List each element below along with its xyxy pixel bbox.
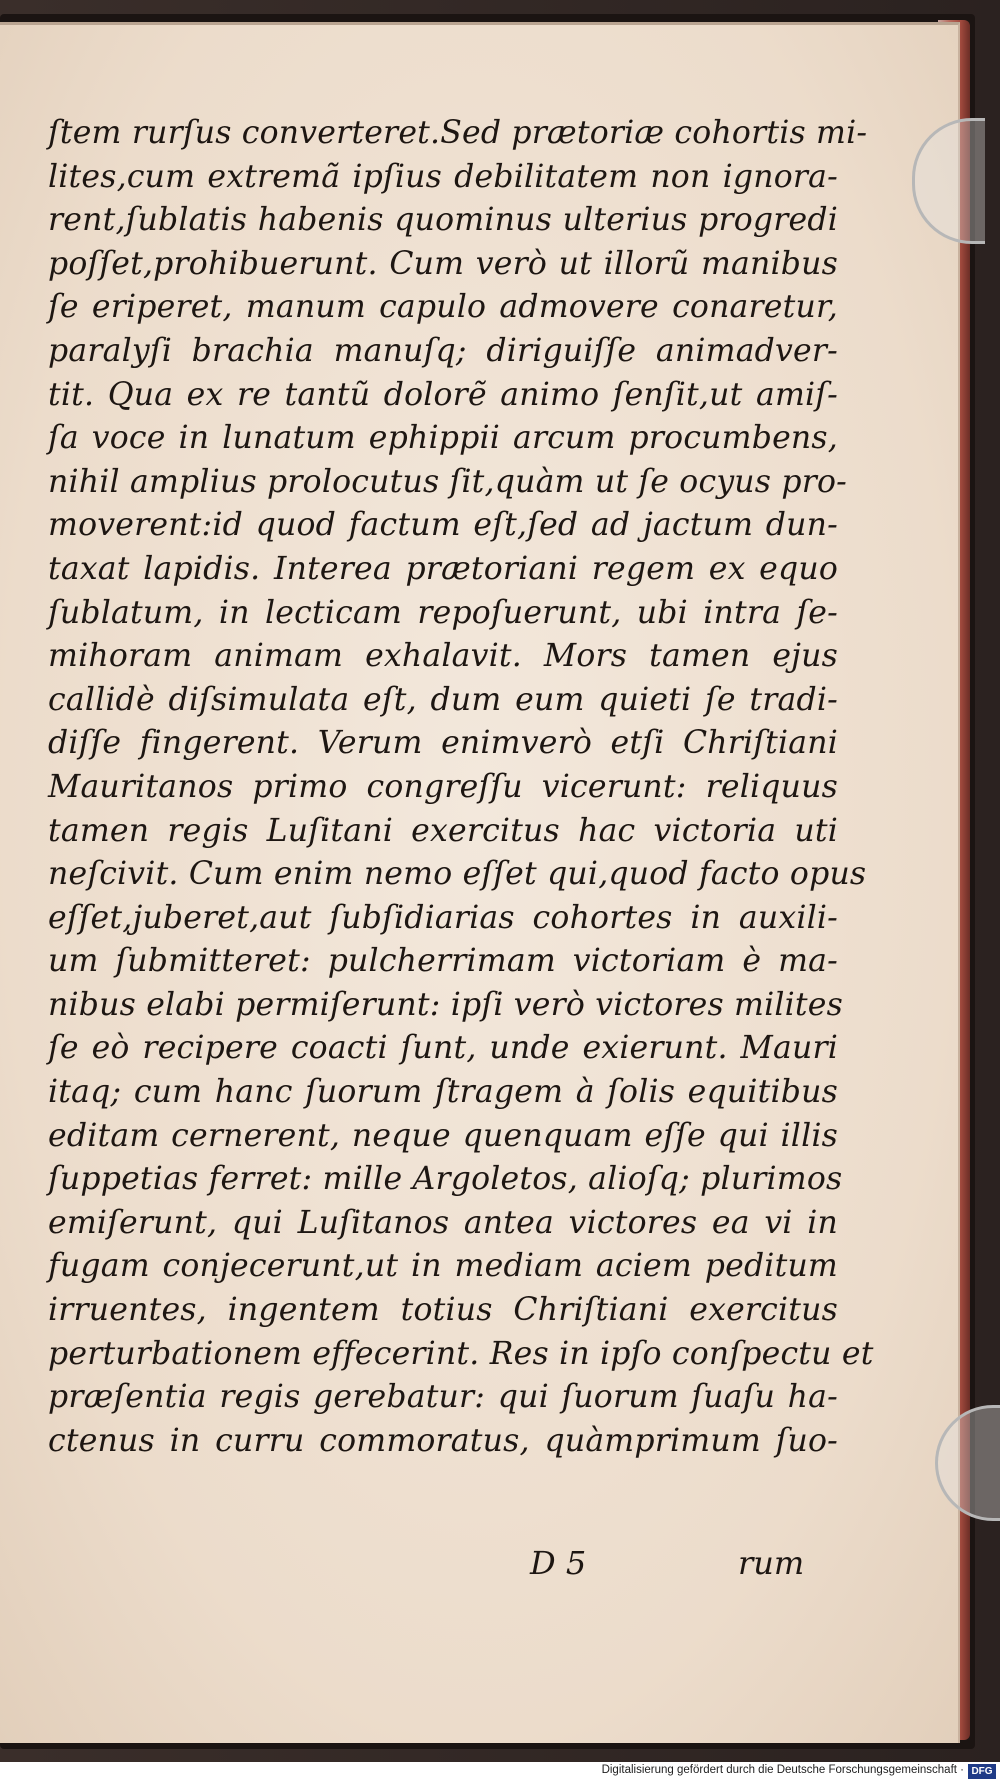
text-line: ſtem rurſus converteret.Sed prætoriæ cohortis mi-: [48, 115, 868, 151]
text-line: irruentes, ingentem totius Chriſtiani exercitus: [48, 1292, 838, 1329]
text-line: nihil amplius prolocutus ſit,quàm ut ſe ocyus pro-: [48, 463, 848, 500]
text-line: diſſe fingerent. Verum enimverò etſi Chriſtiani: [48, 725, 838, 762]
text-line: paralyſi brachia manuſq; diriguiſſe animadver-: [48, 332, 838, 369]
text-line: ſa voce in lunatum ephippii arcum procumbens,: [48, 420, 838, 457]
text-line: editam cernerent, neque quenquam eſſe qui illis: [48, 1117, 838, 1154]
text-line: tit. Qua ex re tantũ dolorẽ animo ſenſit,ut amiſ-: [48, 376, 838, 413]
text-line: emiſerunt, qui Luſitanos antea victores ea vi in: [48, 1204, 838, 1241]
catchword: rum: [738, 1544, 805, 1582]
text-line: mihoram animam exhalavit. Mors tamen ejus: [48, 638, 838, 675]
text-line: nibus elabi permiſerunt: ipſi verò victores milites: [48, 986, 843, 1023]
text-line: ſe eò recipere coacti ſunt, unde exierunt. Mauri: [48, 1030, 838, 1067]
page-body-text: [48, 112, 874, 1463]
text-line: rent,ſublatis habenis quominus ulterius progredi: [48, 202, 838, 239]
text-line: moverent:id quod factum eſt,ſed ad jactum dun-: [48, 507, 838, 544]
text-line: ſublatum, in lecticam repoſuerunt, ubi intra ſe-: [48, 594, 838, 631]
text-line: ctenus in curru commoratus, quàmprimum ſuo-: [48, 1422, 838, 1459]
text-line: perturbationem effecerint. Res in ipſo conſpectu et: [48, 1335, 874, 1372]
text-line: fugam conjecerunt,ut in mediam aciem peditum: [48, 1248, 838, 1285]
text-line: tamen regis Luſitani exercitus hac victoria uti: [48, 812, 838, 849]
text-line: neſcivit. Cum enim nemo eſſet qui,quod facto opus: [48, 856, 867, 893]
signature-mark: D 5: [530, 1544, 587, 1582]
funding-credit: Digitalisierung gefördert durch die Deutsche Forschungsgemeinschaft ·: [601, 1764, 964, 1776]
text-line: ſuppetias ferret: mille Argoletos, alioſq; plurimos: [48, 1161, 843, 1198]
text-line: taxat lapidis. Interea prætoriani regem ex equo: [48, 550, 838, 587]
text-line: Mauritanos primo congreſſu vicerunt: reliquus: [48, 768, 838, 805]
text-line: itaq; cum hanc ſuorum ſtragem à ſolis equitibus: [48, 1074, 838, 1111]
text-line: lites,cum extremã ipſius debilitatem non ignora-: [48, 158, 838, 195]
text-line: eſſet,juberet,aut ſubſidiarias cohortes in auxili-: [48, 899, 838, 936]
text-line: ſe eriperet, manum capulo admovere conaretur,: [48, 289, 838, 326]
text-line: um ſubmitteret: pulcherrimam victoriam è ma-: [48, 943, 838, 980]
dfg-logo: DFG: [968, 1764, 996, 1779]
text-line: callidè diſsimulata eſt, dum eum quieti ſe tradi-: [48, 681, 838, 718]
text-line: poſſet,prohibuerunt. Cum verò ut illorũ manibus: [48, 245, 838, 282]
text-line: præſentia regis gerebatur: qui ſuorum ſuaſu ha-: [48, 1379, 838, 1416]
